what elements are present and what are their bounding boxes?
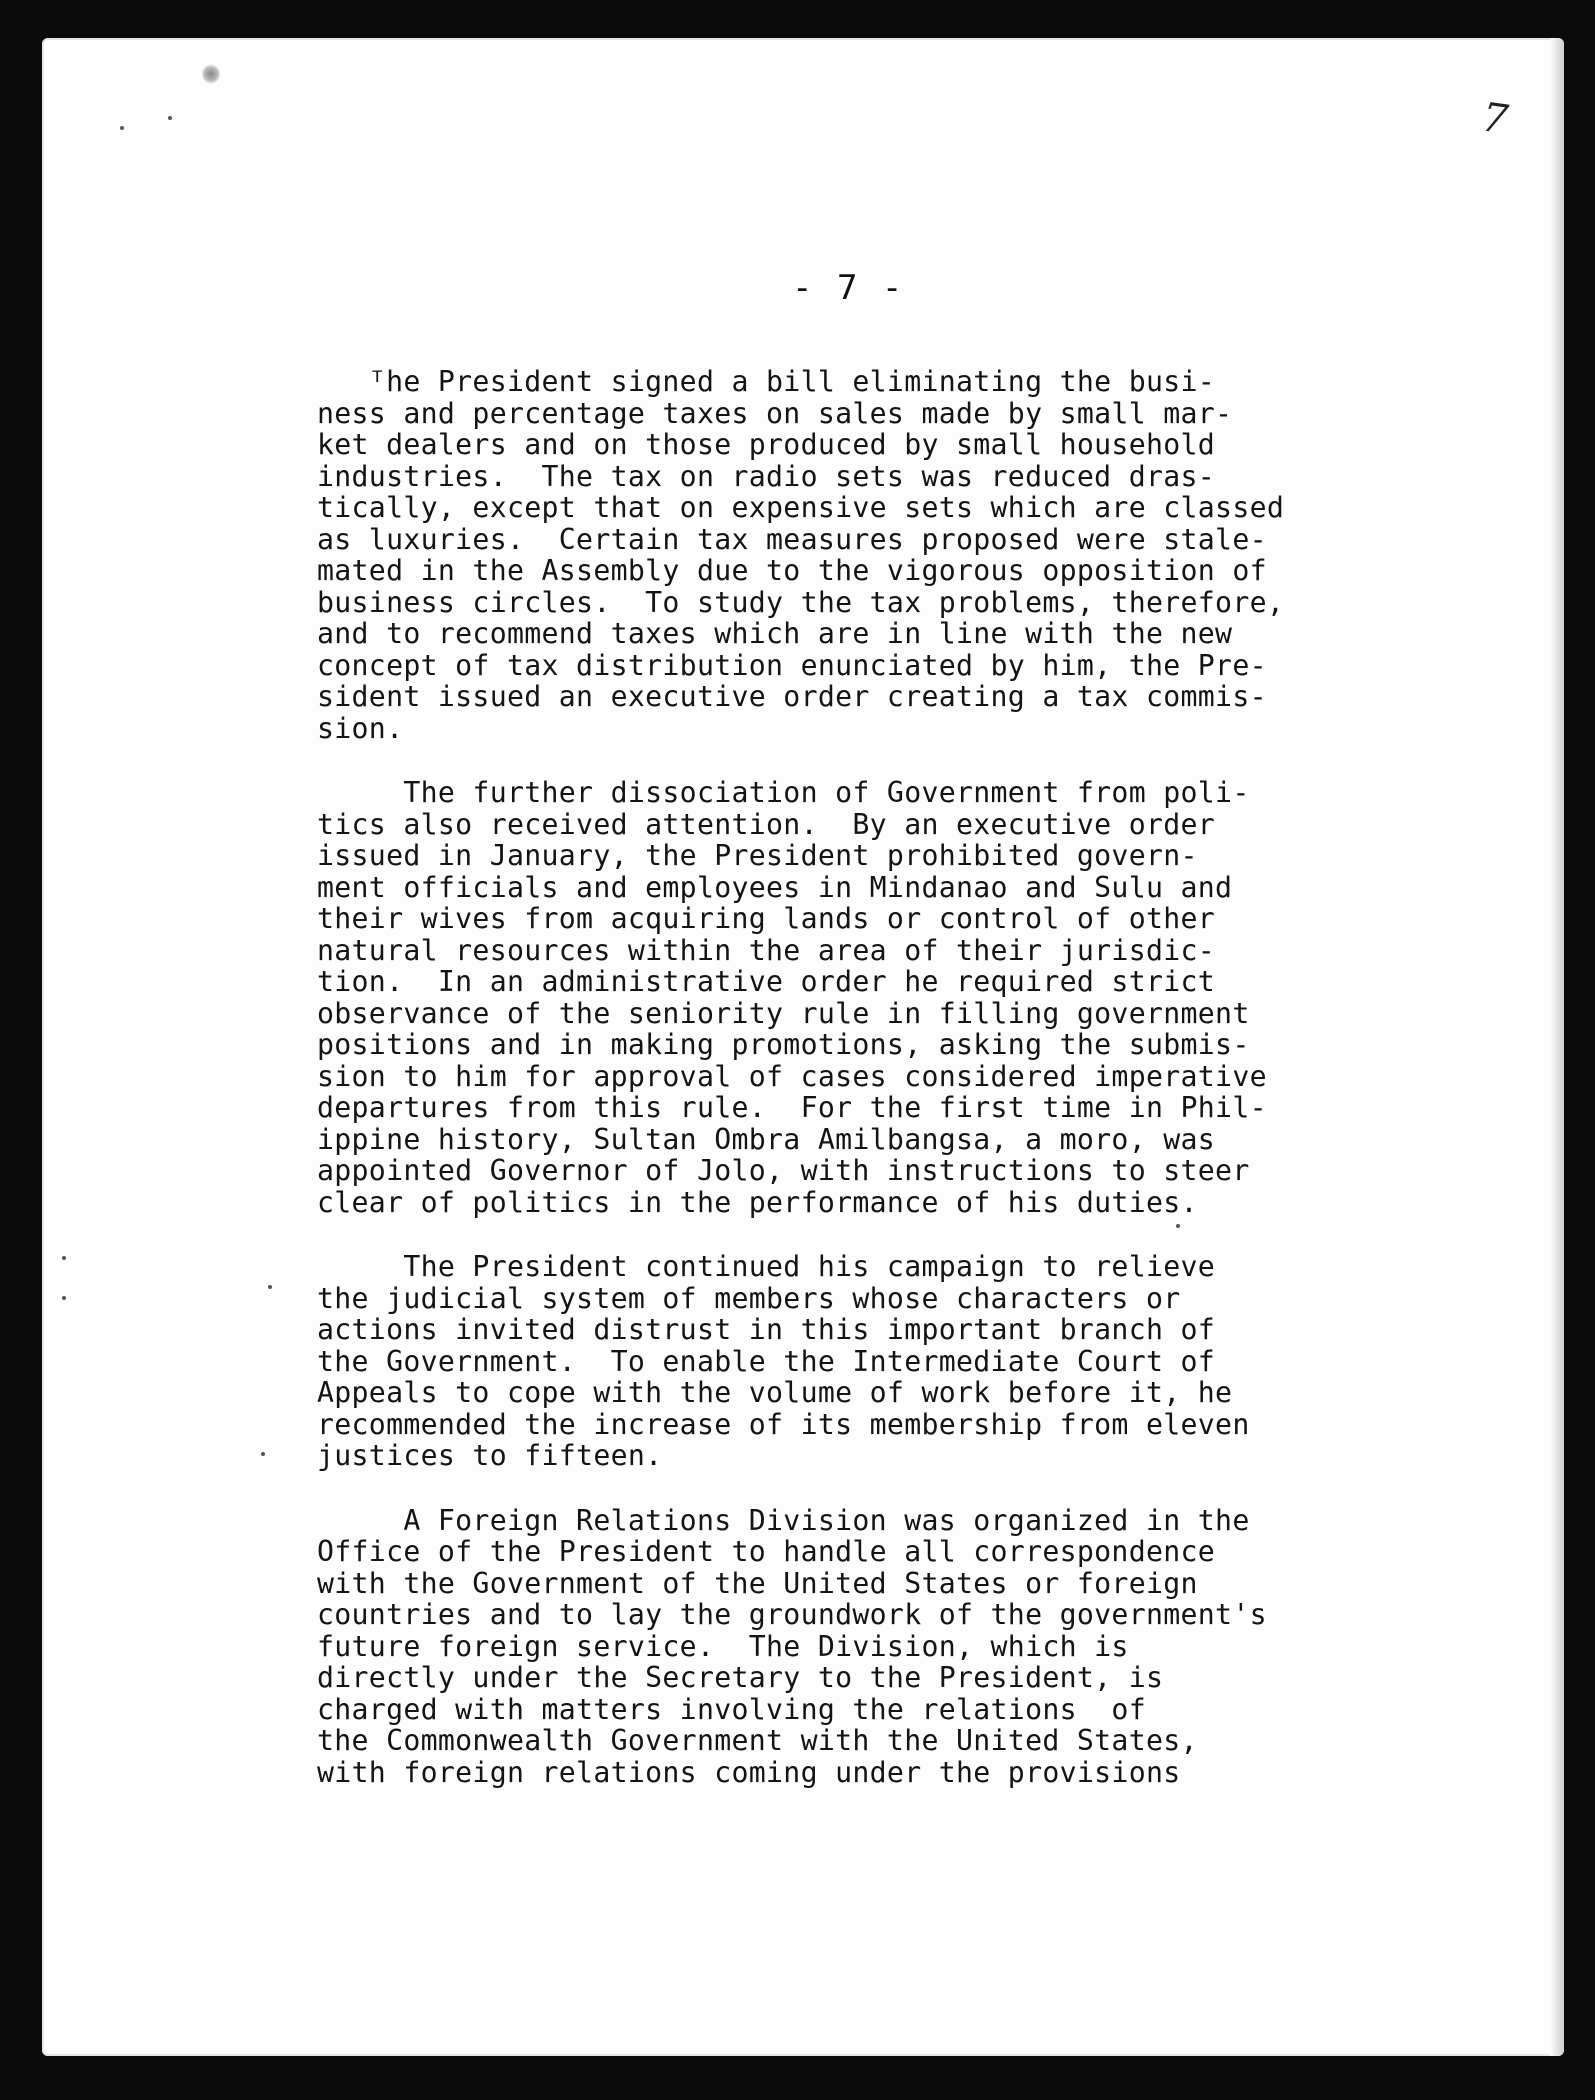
text-line: actions invited distrust in this important branch of [317,1313,1216,1346]
text-line: clear of politics in the performance of his duties. [317,1185,1198,1219]
text-line: with the Government of the United States or foreign [317,1566,1198,1600]
scan-speck [261,1452,265,1456]
text-line: justices to fifteen. [317,1439,663,1472]
text-line: charged with matters involving the relations of [317,1692,1146,1726]
text-line: the Commonwealth Government with the United States, [317,1724,1198,1757]
text-line: issued in January, the President prohibited govern- [317,839,1198,872]
text-line: positions and in making promotions, asking the submis- [317,1028,1250,1061]
text-line: business circles. To study the tax problems, therefore, [317,585,1285,619]
text-line: ket dealers and on those produced by small household [317,428,1216,461]
paragraph-government-politics [317,777,1417,1218]
text-line: mated in the Assembly due to the vigorous opposition of [317,554,1267,587]
text-line: departures from this rule. For the first time in Phil- [317,1091,1267,1124]
handwritten-page-annotation: 7 [1478,94,1511,144]
scan-speck [120,126,124,130]
text-line: The further dissociation of Government from poli- [317,776,1250,809]
text-line: and to recommend taxes which are in line with the new [317,617,1233,650]
text-line: tion. In an administrative order he required strict [317,965,1216,998]
text-line: tically, except that on expensive sets which are classed [317,491,1285,524]
text-line: A Foreign Relations Division was organized in the [317,1503,1250,1537]
scan-speck [268,1285,272,1289]
paragraph-foreign-relations [317,1505,1417,1789]
text-line: Appeals to cope with the volume of work before it, he [317,1376,1233,1409]
text-line: sion to him for approval of cases considered imperative [317,1059,1267,1093]
text-line: ment officials and employees in Mindanao and Sulu and [317,870,1233,904]
text-line: appointed Governor of Jolo, with instructions to steer [317,1154,1250,1187]
text-line: the judicial system of members whose characters or [317,1281,1181,1315]
text-line: recommended the increase of its membership from eleven [317,1407,1250,1441]
text-line: The President continued his campaign to relieve [317,1250,1216,1283]
text-line: tics also received attention. By an executive order [317,807,1216,841]
text-line: sion. [317,711,404,745]
text-line: the Government. To enable the Intermediate Court of [317,1344,1216,1378]
text-line: ᵀhe President signed a bill eliminating the busi- [317,365,1216,398]
paragraph-tax-measures [317,366,1417,744]
text-line: their wives from acquiring lands or control of other [317,902,1216,935]
text-line: sident issued an executive order creating a tax commis- [317,680,1267,713]
text-line: directly under the Secretary to the President, is [317,1661,1164,1694]
text-line: ippine history, Sultan Ombra Amilbangsa, a moro, was [317,1122,1216,1156]
scan-speck [168,116,172,120]
scan-speck [62,1296,66,1300]
paragraph-judicial-system [317,1251,1417,1472]
text-line: future foreign service. The Division, which is [317,1629,1129,1663]
text-line: ness and percentage taxes on sales made by small mar- [317,396,1233,430]
text-line: natural resources within the area of their jurisdic- [317,933,1216,967]
text-line: industries. The tax on radio sets was reduced dras- [317,459,1216,493]
scan-speck [1176,1224,1180,1228]
document-body [317,366,1417,1821]
text-line: concept of tax distribution enunciated by him, the Pre- [317,648,1267,682]
text-line: observance of the seniority rule in filling government [317,996,1250,1030]
text-line: countries and to lay the groundwork of the government's [317,1598,1267,1631]
document-page [42,38,1564,2056]
text-line: Office of the President to handle all correspondence [317,1535,1216,1568]
scan-speck [62,1256,66,1260]
text-line: as luxuries. Certain tax measures proposed were stale- [317,522,1267,556]
ink-smudge [202,64,220,84]
text-line: with foreign relations coming under the provisions [317,1755,1181,1789]
page-number: - 7 - [792,268,905,308]
page-edge-shadow [1550,38,1564,2056]
